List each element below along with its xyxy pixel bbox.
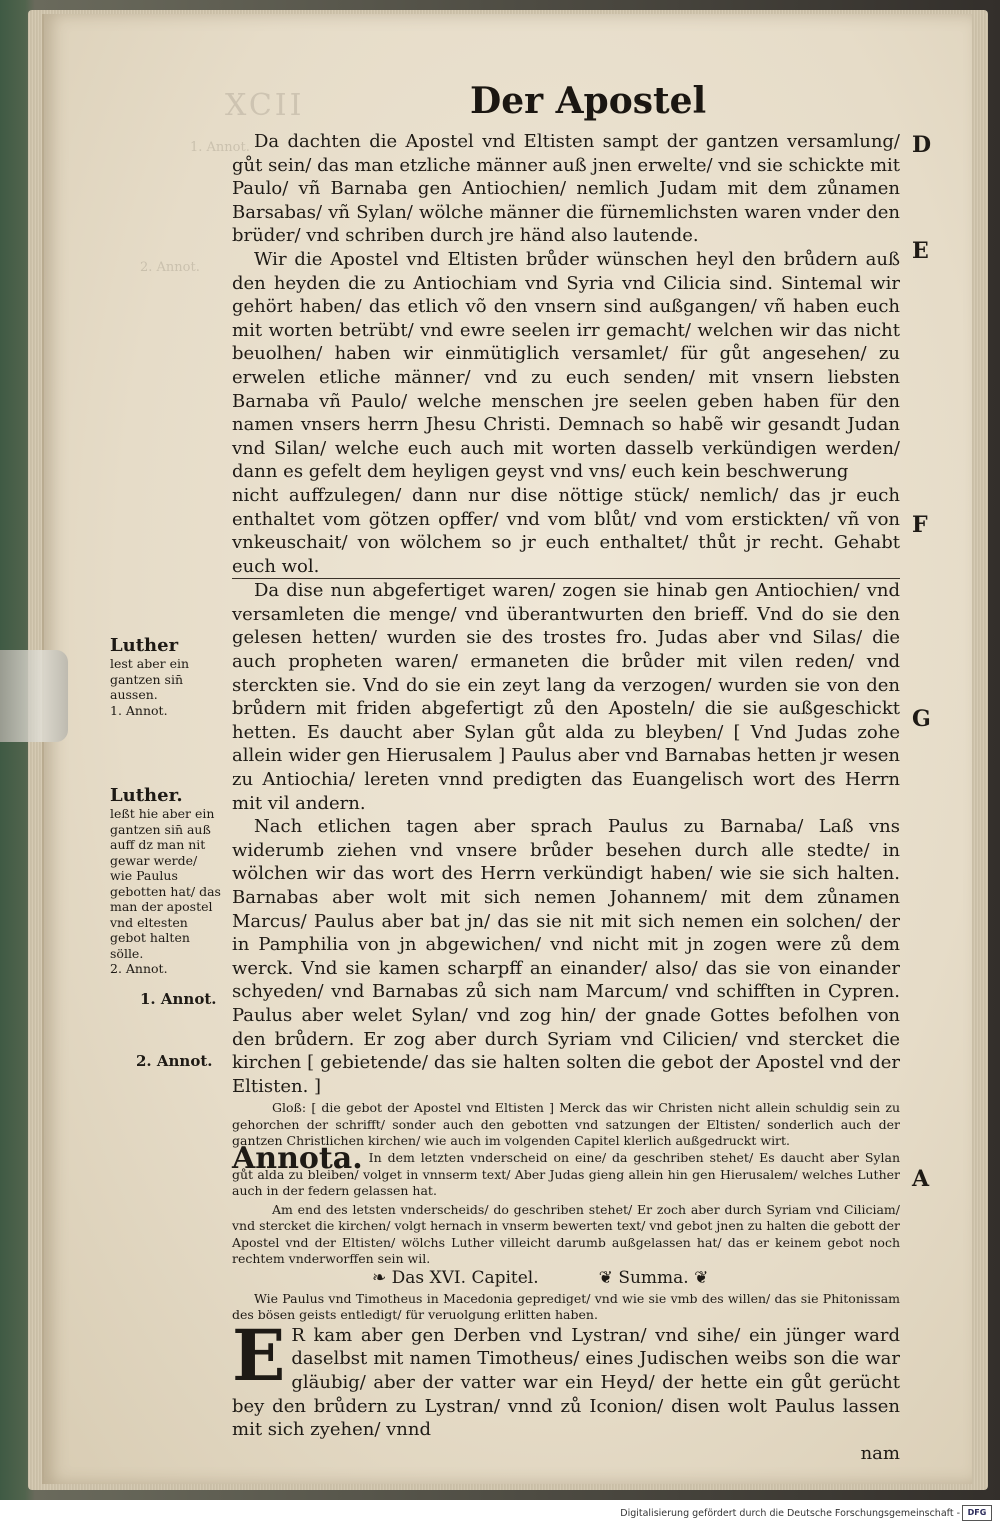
paragraph: Nach etlichen tagen aber sprach Paulus zu Barnaba/ Laß vns widerumb ziehen vnd vnsere brůder besehen durch alle stedte/ in wölchen wir das wort des Herrn verkündigt haben/ wie sie sich halten. Barnabas aber wolt mit sich nemen Johannem/ mit dem zůnamen Marcus/ Paulus aber bat jn/ das sie nit mit sich nemen ein solchen/ der in Pamphilia von jn abgewichen/ vnd nicht mit jn zogen were zů dem werck. Vnd sie kamen scharpff an einander/ also/ das sie von einander schyeden/ vnd Barnabas zů sich nam Marcum/ vnd schifften in Cypren. Paulus aber welet Sylan/ vnd zog hin/ der gnade Gottes befolhen von den brůdern. Er zog aber durch Syriam vnd Cilicien/ vnd stercket die kirchen [ gebietende/ das sie halten solten die gebot der Apostel vnd der Eltisten. ] [232,816,900,1097]
margin-letter-f: F [912,512,928,538]
footer-credit: Digitalisierung gefördert durch die Deutsche Forschungsgemeinschaft - [620,1508,960,1519]
margin-letter-e: E [912,238,929,264]
bleed-through-text: 1. Annot. [190,140,250,155]
bleed-through-text: 2. Annot. [140,260,200,275]
margin-letter-a: A [912,1166,930,1192]
chapter-title: ❧ Das XVI. Capitel. [372,1268,539,1289]
annota-2-text: Am end des letsten vnderscheids/ do geschriben stehet/ Er zoch aber durch Syriam vnd Ciliciam/ vnd stercket die kirchen/ volgt hernach in vnserm bewerten text/ vnd gebot jnen zu halten die gebott der Apostel vnd der Eltisten/ wölchs Luther villeicht darumb außgelassen hat/ das er keinem gebot noch rechtem vnderworffen sein wil. [232,1201,900,1266]
side-note-1-annot: 1. Annot. [110,702,168,718]
page-clip [0,650,68,742]
side-note-1-head: Luther [110,635,179,656]
chapter-opening [232,1313,900,1442]
paragraph: Da dise nun abgefertiget waren/ zogen sie hinab gen Antiochien/ vnd versamleten die menge/ vnd überantwurten den brieff. Vnd do sie den gelesen hetten/ wurden sie des trostes fro. Judas aber vnd Silas/ die auch propheten waren/ ermaneten die brůder mit vilen reden/ vnd sterckten sie. Vnd do sie ein zeyt lang da verzogen/ wurden sie von den brůdern mit friden abgefertigt zů den Aposteln/ die sie außgeschickt hetten. Es daucht aber Sylan gůt alda zu bleyben/ [ Vnd Judas zohe allein wider gen Hierusalem ] Paulus aber vnd Barnabas hetten jr wesen zu Antiochia/ lereten vnnd predigten das Euangelisch wort des Herrn mit vil andern. [232,580,900,814]
side-note-2 [110,786,222,977]
margin-letter-g: G [912,706,931,732]
footer-bar [0,1500,1000,1527]
underlined-paragraph: nicht auffzulegen/ dann nur dise nöttige stück/ nemlich/ das jr euch enthaltet vom götzen opffer/ vnd vom blůt/ vnd vom erstickten/ vñ von vnkeuschait/ von wölchem so jr euch enthaltet/ thůt jr recht. Gehabt euch wol. [232,484,900,579]
dfg-logo: DFG [962,1505,992,1521]
annota-word: Annota. [232,1140,363,1176]
drop-cap: E [232,1313,286,1397]
chapter-text: R kam aber gen Derben vnd Lystran/ vnd sihe/ ein jünger ward daselbst mit namen Timotheus/ eines Judischen weibs son die war gläubig/ aber der vatter war ein Heyd/ der hette ein gůt gerücht bey den brůdern zu Lystran/ vnnd zů Iconion/ disen wolt Paulus lassen mit sich zyehen/ vnnd [232,1324,900,1441]
catchword: nam [860,1442,900,1464]
annota-1 [232,1140,900,1200]
side-annot-2: 2. Annot. [136,1052,213,1070]
side-note-1 [110,636,222,718]
chapter-heading [232,1267,900,1291]
summa-label: ❦ Summa. ❦ [598,1268,709,1289]
bleed-through-text: XCII [225,88,305,123]
chapter-summary: Wie Paulus vnd Timotheus in Macedonia geprediget/ vnd wie sie vmb des willen/ das sie Phitonissam des bösen geists entledigt/ für veruolgung erlitten haben. [232,1291,900,1323]
side-annot-1: 1. Annot. [140,990,217,1008]
page-title: Der Apostel [470,80,707,122]
side-note-2-head: Luther. [110,785,183,806]
side-note-2-annot: 2. Annot. [110,961,168,976]
paragraph: Da dachten die Apostel vnd Eltisten sampt der gantzen versamlung/ gůt sein/ das man etzliche männer auß jnen erwelte/ vnd sie schickte mit Paulo/ vñ Barnaba gen Antiochien/ nemlich Judam mit dem zůnamen Barsabas/ vñ Sylan/ wölche männer die fürnemlichsten waren vnder den brüder/ vnd schriben durch jre händ also lautende. [232,131,900,247]
paragraph: Wir die Apostel vnd Eltisten brůder wünschen heyl den brůdern auß den heyden die zu Antiochiam vnd Syria vnd Cilicia sind. Sintemal wir gehört haben/ das etlich võ den vnsern sind außgangen/ vñ haben euch mit worten betrübt/ vnd ewre seelen irr gemacht/ welchen wir das nicht beuolhen/ haben wir einmütiglich versamlet/ für gůt angesehen/ zu erwelen etliche männer/ vnd zu euch senden/ mit vnsern liebsten Barnaba vñ Paulo/ welche menschen jre seelen geben haben für den namen vnsers herrn Jhesu Christi. Demnach so habẽ wir gesandt Judan vnd Silan/ welche euch auch mit worten dasselb verkündigen werden/ dann es gefelt dem heyligen geyst vnd vns/ euch kein beschwerung [232,248,900,483]
gloss-text: Gloß: [ die gebot der Apostel vnd Eltisten ] Merck das wir Christen nicht allein schuldig sein zu gehorchen der schrifft/ sonder auch den gebotten vnd satzungen der Eltisten/ sonderlich auch der gantzen Christlichen kirchen/ wie auch im volgenden Capitel klerlich außgedruckt wirt. [232,1100,900,1149]
annota-1-text: In dem letzten vnderscheid on eine/ da geschriben stehet/ Es daucht aber Sylan gůt alda zu bleiben/ volget in vnnserm text/ Aber Judas gieng allein hin gen Hierusalem/ welches Luther auch in der federn gelassen hat. [232,1149,900,1199]
margin-letter-d: D [912,132,932,158]
side-note-1-body: lest aber ein gantzen sin̄ aussen. [110,656,190,702]
side-note-2-body: leßt hie aber ein gantzen sin̄ auß auff dz man nit gewar werde/ wie Paulus gebotten hat/ das man der apostel vnd eltesten gebot halten sölle. [110,806,221,961]
main-text [232,130,900,1465]
